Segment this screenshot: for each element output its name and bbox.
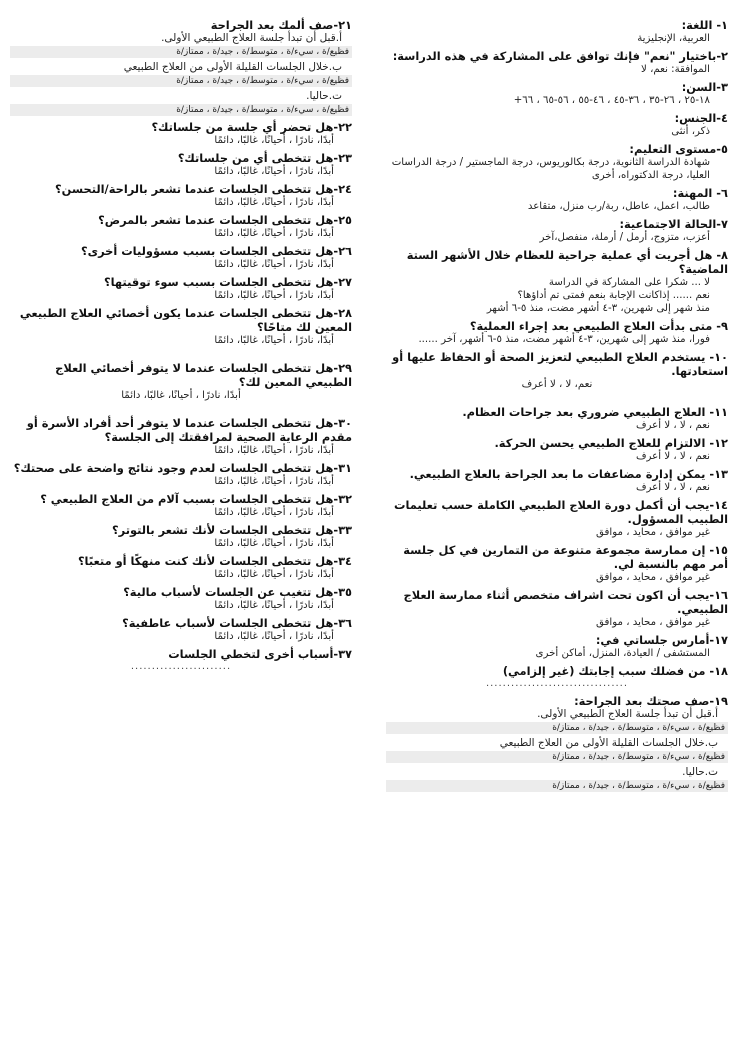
question-text: ١١- العلاج الطبيعي ضروري بعد جراحات العظام. bbox=[462, 405, 728, 419]
question-37 bbox=[10, 647, 352, 673]
question-16 bbox=[386, 588, 728, 629]
question-text: ٢٣-هل تتخطى أي من جلساتك؟ bbox=[177, 151, 352, 165]
question-4 bbox=[386, 111, 728, 138]
question-23 bbox=[10, 151, 352, 178]
answer-options: أبدًا، نادرًا ، أحيانًا، غالبًا، دائمًا bbox=[214, 197, 334, 208]
question-36 bbox=[10, 616, 352, 643]
question-text: ٩- متى بدأت العلاج الطبيعي بعد إجراء العملية؟ bbox=[469, 319, 728, 333]
question-text: ١٩-صف صحتك بعد الجراحة: bbox=[574, 694, 728, 708]
question-text: ١٣- يمكن إدارة مضاعفات ما بعد الجراحة بالعلاج الطبيعي. bbox=[409, 467, 728, 481]
answer-options: طالب، اعمل، عاطل، ربة/رب منزل، متقاعد bbox=[527, 201, 710, 212]
question-text: ٤-الجنس: bbox=[674, 111, 728, 125]
rating-scale: فظيع/ة ، سيء/ة ، متوسط/ة ، جيد/ة ، ممتاز/ة bbox=[10, 46, 352, 58]
question-27 bbox=[10, 275, 352, 302]
left-column bbox=[10, 18, 352, 677]
question-text: ٢٥-هل تتخطى الجلسات عندما تشعر بالمرض؟ bbox=[98, 213, 352, 227]
question-30 bbox=[10, 416, 352, 457]
answer-options: فورا، منذ شهر إلى شهرين، ٣-٤ أشهر مضت، منذ ٥-٦ أشهر، آخر ...... bbox=[418, 334, 710, 345]
question-17 bbox=[386, 633, 728, 660]
answer-options: ١٨-٢٥ ، ٢٦-٣٥ ، ٣٦-٤٥ ، ٤٦-٥٥ ، ٥٦-٦٥ ، ٦٦+ bbox=[513, 95, 710, 106]
answer-options: غير موافق ، محايد ، موافق bbox=[596, 527, 710, 538]
answer-options: ذكر، أنثى bbox=[671, 126, 710, 137]
question-35 bbox=[10, 585, 352, 612]
question-text: ٣٢-هل تتخطى الجلسات بسبب آلام من العلاج الطبيعي ؟ bbox=[40, 492, 352, 506]
answer-blank: .................................. bbox=[485, 678, 629, 689]
answer-options: أبدًا، نادرًا ، أحيانًا، غالبًا، دائمًا bbox=[214, 259, 334, 270]
answer-options: أبدًا، نادرًا ، أحيانًا، غالبًا، دائمًا bbox=[214, 290, 334, 301]
question-9 bbox=[386, 319, 728, 346]
question-text: ٢٨-هل تتخطى الجلسات عندما يكون أخصائي العلاج الطبيعي المعين لك متاحًا؟ bbox=[19, 306, 352, 334]
answer-options: أبدًا، نادرًا ، أحيانًا، غالبًا، دائمًا bbox=[214, 476, 334, 487]
answer-options: لا ... شكرا على المشاركة في الدراسة bbox=[548, 277, 710, 288]
sub-question: أ.قبل أن تبدأ جلسة العلاج الطبيعي الأولى. bbox=[537, 708, 718, 720]
question-10 bbox=[386, 350, 728, 391]
sub-question: ت.حاليا. bbox=[682, 766, 718, 778]
question-text: ٦- المهنة: bbox=[672, 186, 728, 200]
answer-options: نعم ، لا ، لا أعرف bbox=[635, 451, 710, 462]
answer-options: المستشفى / العيادة، المنزل، أماكن أخرى bbox=[535, 648, 710, 659]
question-text: ٣٣-هل تتخطى الجلسات لأنك تشعر بالتوتر؟ bbox=[112, 523, 352, 537]
question-text: ٢٩-هل تتخطى الجلسات عندما لا يتوفر أخصائي العلاج الطبيعي المعين لك؟ bbox=[55, 361, 352, 389]
question-text: ٣٤-هل تتخطى الجلسات لأنك كنت منهكًا أو متعبًا؟ bbox=[77, 554, 352, 568]
question-text: ١٨- من فضلك سبب إجابتك (غير إلزامي) bbox=[502, 664, 728, 678]
answer-options: أبدًا، نادرًا ، أحيانًا، غالبًا، دائمًا bbox=[214, 569, 334, 580]
answer-options: أبدًا، نادرًا ، أحيانًا، غالبًا، دائمًا bbox=[214, 631, 334, 642]
question-34 bbox=[10, 554, 352, 581]
question-text: ٣-السن: bbox=[681, 80, 728, 94]
question-text: ١٢- الالتزام للعلاج الطبيعي يحسن الحركة. bbox=[494, 436, 728, 450]
question-3 bbox=[386, 80, 728, 107]
question-text: ٥-مستوى التعليم: bbox=[629, 142, 728, 156]
answer-options: أبدًا، نادرًا ، أحيانًا، غالبًا، دائمًا bbox=[214, 166, 334, 177]
question-31 bbox=[10, 461, 352, 488]
sub-question: ب.خلال الجلسات القليلة الأولى من العلاج الطبيعي bbox=[123, 61, 342, 73]
question-text: ٧-الحالة الاجتماعية: bbox=[619, 217, 728, 231]
question-text: ٢٧-هل تتخطى الجلسات بسبب سوء توقيتها؟ bbox=[104, 275, 352, 289]
question-18 bbox=[386, 664, 728, 690]
question-28 bbox=[10, 306, 352, 347]
answer-options: نعم ، لا ، لا أعرف bbox=[635, 420, 710, 431]
question-text: ٢٤-هل تتخطى الجلسات عندما تشعر بالراحة/التحسن؟ bbox=[55, 182, 352, 196]
answer-options: أبدًا، نادرًا ، أحيانًا، غالبًا، دائمًا bbox=[214, 228, 334, 239]
answer-blank: ........................ bbox=[130, 661, 232, 672]
answer-options: أبدًا، نادرًا ، أحيانًا، غالبًا، دائمًا bbox=[214, 600, 334, 611]
question-19 bbox=[386, 694, 728, 792]
rating-scale: فظيع/ة ، سيء/ة ، متوسط/ة ، جيد/ة ، ممتاز/ة bbox=[10, 75, 352, 87]
question-text: ٣٦-هل تتخطى الجلسات لأسباب عاطفية؟ bbox=[122, 616, 352, 630]
question-1 bbox=[386, 18, 728, 45]
question-6 bbox=[386, 186, 728, 213]
rating-scale: فظيع/ة ، سيء/ة ، متوسط/ة ، جيد/ة ، ممتاز/ة bbox=[386, 780, 728, 792]
question-22 bbox=[10, 120, 352, 147]
question-21 bbox=[10, 18, 352, 116]
answer-options: أبدًا، نادرًا ، أحيانًا، غالبًا، دائمًا bbox=[214, 507, 334, 518]
answer-options: أعزب، متزوج، أرمل / أرملة، منفصل،آخر bbox=[539, 232, 710, 243]
rating-scale: فظيع/ة ، سيء/ة ، متوسط/ة ، جيد/ة ، ممتاز/ة bbox=[386, 722, 728, 734]
question-text: ٣٧-أسباب أخرى لتخطي الجلسات bbox=[168, 647, 352, 661]
question-33 bbox=[10, 523, 352, 550]
question-text: ٣٠-هل تتخطى الجلسات عندما لا يتوفر أحد أفراد الأسرة أو مقدم الرعاية الصحية لمرافقتك إلى الجلسة؟ bbox=[26, 416, 352, 444]
rating-scale: فظيع/ة ، سيء/ة ، متوسط/ة ، جيد/ة ، ممتاز/ة bbox=[386, 751, 728, 763]
sub-question: ب.خلال الجلسات القليلة الأولى من العلاج الطبيعي bbox=[499, 737, 718, 749]
question-text: ١٧-أمارس جلساتي في: bbox=[595, 633, 728, 647]
question-32 bbox=[10, 492, 352, 519]
question-13 bbox=[386, 467, 728, 494]
question-text: ١- اللغة: bbox=[681, 18, 728, 32]
question-8 bbox=[386, 248, 728, 315]
question-29 bbox=[10, 361, 352, 402]
question-26 bbox=[10, 244, 352, 271]
rating-scale: فظيع/ة ، سيء/ة ، متوسط/ة ، جيد/ة ، ممتاز/ة bbox=[10, 104, 352, 116]
question-text: ١٦-يجب أن اكون تحت اشراف متخصص أثناء ممارسة العلاج الطبيعي. bbox=[403, 588, 728, 616]
answer-options: العربية، الإنجليزية bbox=[637, 33, 710, 44]
sub-question: أ.قبل أن تبدأ جلسة العلاج الطبيعي الأولى. bbox=[161, 32, 342, 44]
question-text: ١٠- يستخدم العلاج الطبيعي لتعزيز الصحة أو الحفاظ عليها أو استعادتها. bbox=[392, 350, 728, 378]
sub-question: ت.حاليا. bbox=[306, 90, 342, 102]
answer-options: نعم ...... إذاكانت الإجابة بنعم فمتى تم أداؤها؟ bbox=[517, 290, 710, 301]
answer-options: شهادة الدراسة الثانوية، درجة بكالوريوس، درجة الماجستير / درجة الدراسات العليا، درجة الدكتوراه، أخرى bbox=[391, 157, 710, 181]
question-15 bbox=[386, 543, 728, 584]
question-12 bbox=[386, 436, 728, 463]
question-text: ١٥- إن ممارسة مجموعة متنوعة من التمارين في كل جلسة أمر مهم بالنسبة لي. bbox=[403, 543, 728, 571]
answer-options: أبدًا، نادرًا ، أحيانًا، غالبًا، دائمًا bbox=[214, 335, 334, 346]
answer-options: الموافقة: نعم، لا bbox=[641, 64, 710, 75]
answer-options: أبدًا، نادرًا ، أحيانًا، غالبًا، دائمًا bbox=[214, 538, 334, 549]
question-14 bbox=[386, 498, 728, 539]
answer-options: نعم، لا ، لا أعرف bbox=[521, 379, 593, 390]
question-7 bbox=[386, 217, 728, 244]
question-text: ٢-باختيار "نعم" فإنك توافق على المشاركة في هذه الدراسة: bbox=[392, 49, 728, 63]
question-25 bbox=[10, 213, 352, 240]
answer-options: منذ شهر إلى شهرين، ٣-٤ أشهر مضت، منذ ٥-٦ أشهر bbox=[486, 303, 710, 314]
question-text: ٢١-صف ألمك بعد الجراحة bbox=[210, 18, 352, 32]
question-11 bbox=[386, 405, 728, 432]
question-text: ٢٦-هل تتخطى الجلسات بسبب مسؤوليات أخرى؟ bbox=[81, 244, 352, 258]
answer-options: أبدًا، نادرًا ، أحيانًا، غالبًا، دائمًا bbox=[214, 135, 334, 146]
right-column bbox=[386, 18, 728, 796]
answer-options: أبدًا، نادرًا ، أحيانًا، غالبًا، دائمًا bbox=[214, 445, 334, 456]
question-text: ١٤-يجب أن أكمل دورة العلاج الطبيعي الكاملة حسب تعليمات الطبيب المسؤول. bbox=[394, 498, 728, 526]
question-text: ٢٢-هل تحضر أي جلسة من جلساتك؟ bbox=[151, 120, 352, 134]
question-5 bbox=[386, 142, 728, 182]
answer-options: أبدًا، نادرًا ، أحيانًا، غالبًا، دائمًا bbox=[121, 390, 241, 401]
question-2 bbox=[386, 49, 728, 76]
answer-options: نعم ، لا ، لا أعرف bbox=[635, 482, 710, 493]
question-text: ٣١-هل تتخطى الجلسات لعدم وجود نتائج واضحة على صحتك؟ bbox=[13, 461, 352, 475]
answer-options: غير موافق ، محايد ، موافق bbox=[596, 572, 710, 583]
question-24 bbox=[10, 182, 352, 209]
question-text: ٨- هل أجريت أي عملية جراحية للعظام خلال الأشهر الستة الماضية؟ bbox=[406, 248, 728, 276]
question-text: ٣٥-هل تتغيب عن الجلسات لأسباب مالية؟ bbox=[123, 585, 352, 599]
answer-options: غير موافق ، محايد ، موافق bbox=[596, 617, 710, 628]
